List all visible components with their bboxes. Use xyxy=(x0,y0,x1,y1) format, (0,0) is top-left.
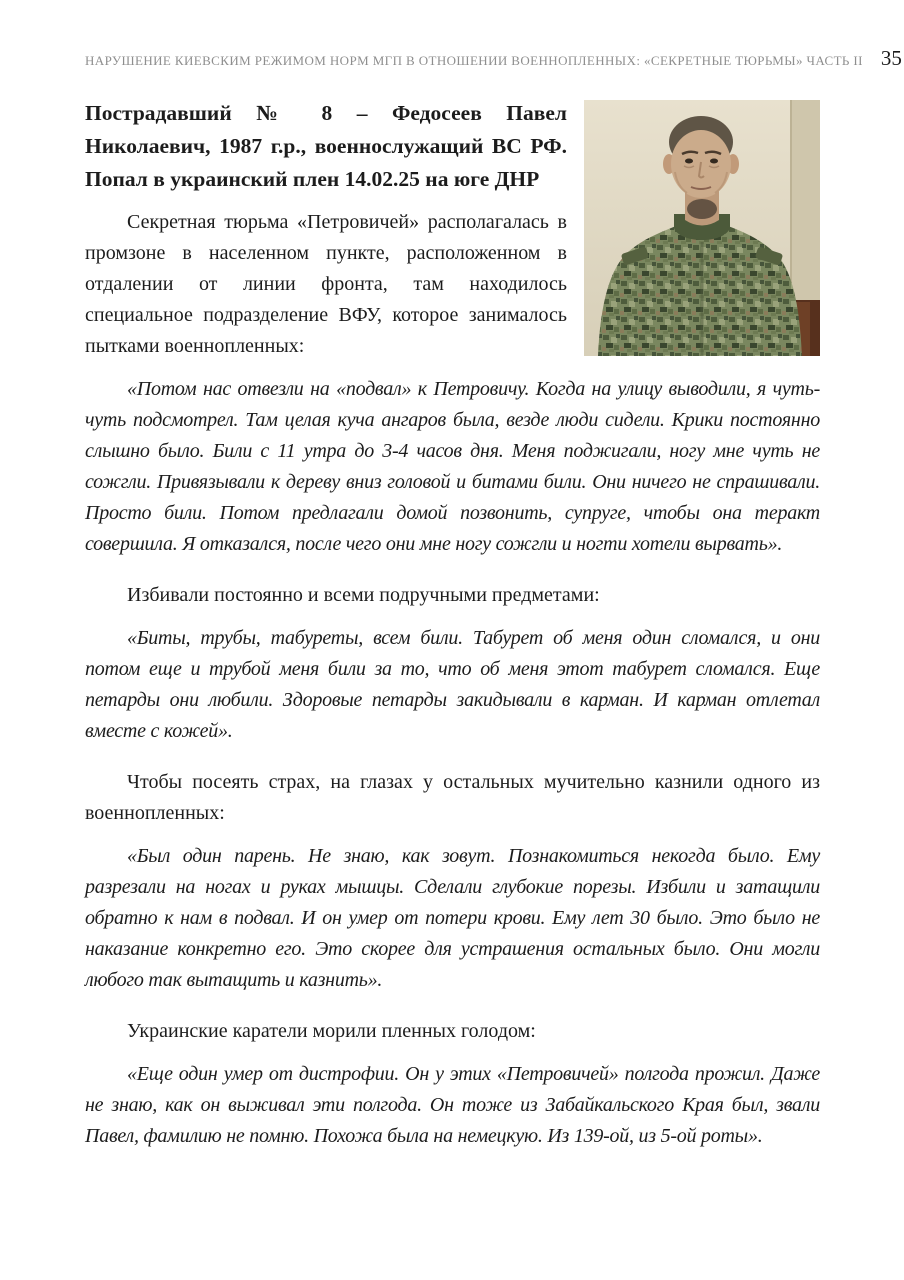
prisoner-photo xyxy=(584,100,820,356)
article-body xyxy=(85,97,820,1152)
body-paragraph: Секретная тюрьма «Петровичей» располагалась в промзоне в населенном пункте, расположенном в отдалении от линии фронта, там находилось специальное подразделение ВФУ, которое занималось пытками военнопленных: xyxy=(85,211,567,357)
page-number: 35 xyxy=(880,46,902,70)
running-header-title: НАРУШЕНИЕ КИЕВСКИМ РЕЖИМОМ НОРМ МГП В ОТНОШЕНИИ ВОЕННОПЛЕННЫХ: «СЕКРЕТНЫЕ ТЮРЬМЫ» ЧАСТЬ II xyxy=(85,53,863,68)
quote-paragraph: «Биты, трубы, табуреты, всем били. Табурет об меня один сломался, и они потом еще и трубой меня били за то, что об меня этот табурет сломался. Еще петарды они любили. Здоровые петарды закидывали в карман. И карман отлетал вместе с кожей». xyxy=(85,627,820,742)
running-header xyxy=(85,46,902,71)
victim-heading: Пострадавший № 8 – Федосеев Павел Николаевич, 1987 г.р., военнослужащий ВС РФ. Попал в украинский плен 14.02.25 на юге ДНР xyxy=(85,101,567,191)
body-paragraph: Чтобы посеять страх, на глазах у остальных мучительно казнили одного из военнопленных: xyxy=(85,771,820,824)
body-paragraph: Избивали постоянно и всеми подручными предметами: xyxy=(127,584,600,606)
prisoner-photo-graphic xyxy=(584,100,820,356)
body-paragraph: Украинские каратели морили пленных голодом: xyxy=(127,1020,536,1042)
quote-paragraph: «Был один парень. Не знаю, как зовут. Познакомиться некогда было. Ему разрезали на ногах и руках мышцы. Сделали глубокие порезы. Избили и затащили обратно к нам в подвал. И он умер от потери крови. Ему лет 30 было. Это было не наказание конкретно его. Это скорее для устрашения остальных было. Они могли любого так вытащить и казнить». xyxy=(85,845,820,991)
quote-paragraph: «Потом нас отвезли на «подвал» к Петровичу. Когда на улицу выводили, я чуть-чуть подсмотрел. Там целая куча ангаров была, везде люди сидели. Крики постоянно слышно было. Били с 11 утра до 3-4 часов дня. Меня поджигали, ногу мне чуть не сожгли. Привязывали к дереву вниз головой и битами били. Они ничего не спрашивали. Просто били. Потом предлагали домой позвонить, супруге, чтобы она теракт совершила. Я отказался, после чего они мне ногу сожгли и ногти хотели вырвать». xyxy=(85,378,820,555)
quote-paragraph: «Еще один умер от дистрофии. Он у этих «Петровичей» полгода прожил. Даже не знаю, как он выживал эти полгода. Он тоже из Забайкальского Края был, звали Павел, фамилию не помню. Похожа была на немецкую. Из 139-ой, из 5-ой роты». xyxy=(85,1063,820,1147)
